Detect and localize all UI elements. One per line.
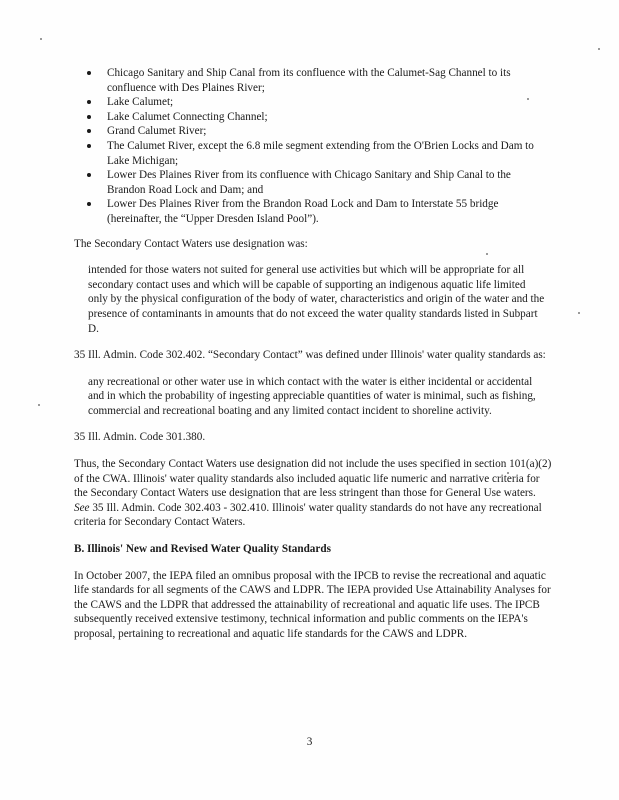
bullet-icon [87, 71, 91, 75]
list-item-text: Lower Des Plaines River from the Brandon Road Lock and Dam to Interstate 55 bridge (hereinafter, the “Upper Dresden Island Pool”). [107, 198, 499, 225]
list-item-text: Lake Calumet Connecting Channel; [107, 110, 268, 123]
list-item [107, 95, 552, 110]
secondary-contact-summary-paragraph [74, 457, 552, 530]
list-item [107, 168, 552, 197]
bullet-icon [87, 173, 91, 177]
bullet-icon [87, 129, 91, 133]
page-number: 3 [306, 736, 313, 748]
scan-speck [38, 404, 40, 406]
waterway-bullet-list [74, 66, 552, 227]
list-item-text: Lake Calumet; [107, 96, 174, 109]
bullet-icon [87, 115, 91, 119]
list-item [107, 66, 552, 95]
list-item [107, 124, 552, 139]
section-heading: B. Illinois' New and Revised Water Quality Standards [74, 543, 331, 556]
omnibus-proposal-paragraph: In October 2007, the IEPA filed an omnibus proposal with the IPCB to revise the recreational and aquatic life standards for all segments of the CAWS and LDPR. The IEPA provided Use Attainability Analyses for the CAWS and the LDPR that addressed the attainability of recreational and aquatic life uses. The IPCB subsequently received extensive testimony, technical information and public comments on the IEPA's proposal, pertaining to recreational and aquatic life standards for the CAWS and LDPR. [74, 569, 551, 640]
bullet-icon [87, 100, 91, 104]
scan-speck [578, 312, 580, 314]
list-item [107, 110, 552, 125]
block-quote-secondary-contact: any recreational or other water use in which contact with the water is either incidental or accidental and in which the probability of ingesting appreciable quantities of water is minimal, such as fishing, commercial and recreational boating and any limited contact incident to shoreline activity. [88, 375, 536, 417]
list-item-text: The Calumet River, except the 6.8 mile segment extending from the O'Brien Locks and Dam to Lake Michigan; [107, 139, 534, 167]
paragraph-text: 35 Ill. Admin. Code 302.403 - 302.410. Illinois' water quality standards do not have any recreational criteria for Secondary Contact Waters. [74, 501, 542, 529]
list-item-text: Lower Des Plaines River from its confluence with Chicago Sanitary and Ship Canal to the Brandon Road Lock and Dam; and [107, 169, 511, 196]
list-item-text: Grand Calumet River; [107, 125, 207, 138]
document-body [74, 66, 552, 654]
scan-speck [598, 48, 600, 50]
scan-speck [40, 38, 42, 40]
list-item [107, 197, 552, 226]
list-item-text: Chicago Sanitary and Ship Canal from its confluence with the Calumet-Sag Channel to its confluence with Des Plaines River; [107, 67, 511, 94]
paragraph-text: Thus, the Secondary Contact Waters use designation did not include the uses specified in section 101(a)(2) of the CWA. Illinois' water quality standards also included aquatic life numeric and narrative criteria for the Secondary Contact Waters use designation that are less stringent than those for General Use waters. [74, 458, 552, 500]
citation-paragraph: 35 Ill. Admin. Code 302.402. “Secondary Contact” was defined under Illinois' water quality standards as: [74, 349, 546, 362]
bullet-icon [87, 202, 91, 206]
block-quote-designation: intended for those waters not suited for general use activities but which will be appropriate for all secondary contact uses and which will be capable of supporting an indigenous aquatic life limited only by the physical configuration of the body of water, characteristics and origin of the water and the presence of contaminants in amounts that do not exceed the water quality standards listed in Subpart D. [88, 264, 545, 335]
bullet-icon [87, 144, 91, 148]
see-signal: See [74, 501, 90, 514]
list-item [107, 139, 552, 168]
citation-paragraph: 35 Ill. Admin. Code 301.380. [74, 431, 206, 444]
designation-intro-paragraph: The Secondary Contact Waters use designation was: [74, 237, 308, 250]
